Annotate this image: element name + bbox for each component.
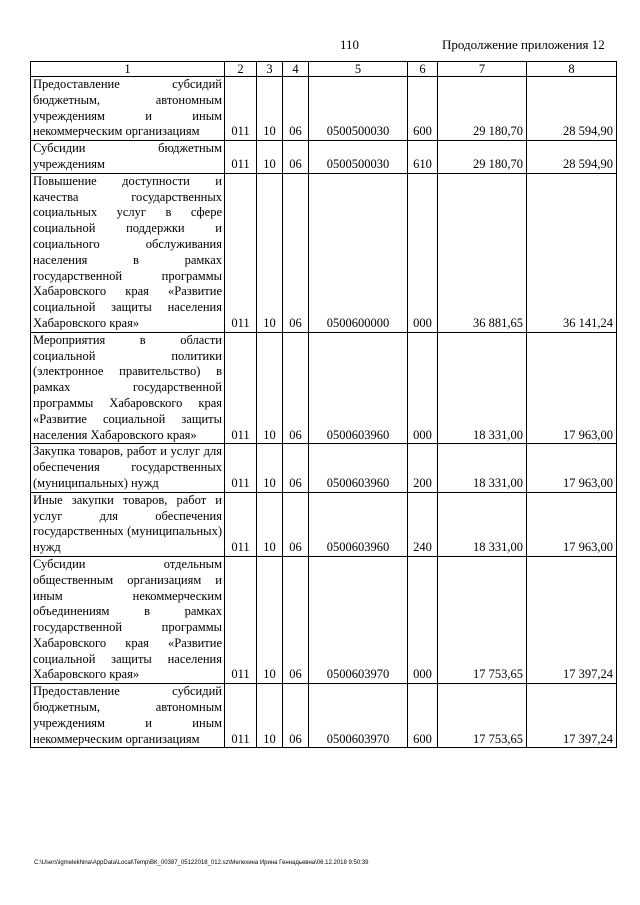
cell-amount-1: 18 331,00	[438, 332, 527, 444]
cell-subsection: 06	[283, 492, 309, 556]
column-header: 5	[309, 62, 408, 77]
cell-subsection: 06	[283, 173, 309, 332]
cell-amount-1: 17 753,65	[438, 684, 527, 748]
cell-amount-1: 29 180,70	[438, 141, 527, 174]
cell-expense-type: 600	[408, 684, 438, 748]
table-row	[31, 173, 617, 332]
column-number-row	[31, 62, 617, 77]
cell-ministry: 011	[225, 444, 257, 492]
cell-section: 10	[257, 141, 283, 174]
table-row	[31, 684, 617, 748]
cell-section: 10	[257, 332, 283, 444]
budget-table	[30, 61, 617, 748]
column-header: 2	[225, 62, 257, 77]
cell-amount-2: 17 963,00	[527, 492, 617, 556]
table-row	[31, 556, 617, 683]
column-header: 7	[438, 62, 527, 77]
cell-ministry: 011	[225, 492, 257, 556]
cell-section: 10	[257, 684, 283, 748]
row-name: Мероприятия в области социальной политики (электронное правительство) в рамках государственной программы Хабаровского края «Развитие социальной защиты населения Хабаровского края»	[31, 332, 225, 444]
cell-target-article: 0500500030	[309, 77, 408, 141]
cell-subsection: 06	[283, 684, 309, 748]
cell-target-article: 0500603960	[309, 492, 408, 556]
cell-ministry: 011	[225, 173, 257, 332]
cell-ministry: 011	[225, 77, 257, 141]
cell-subsection: 06	[283, 77, 309, 141]
row-name: Субсидии отдельным общественным организациям и иным некоммерческим объединениям в рамках государственной программы Хабаровского края «Развитие социальной защиты населения Хабаровского края»	[31, 556, 225, 683]
row-name: Иные закупки товаров, работ и услуг для обеспечения государственных (муниципальных) нужд	[31, 492, 225, 556]
table-row	[31, 492, 617, 556]
cell-section: 10	[257, 77, 283, 141]
cell-target-article: 0500500030	[309, 141, 408, 174]
row-name: Субсидии бюджетным учреждениям	[31, 141, 225, 174]
cell-amount-1: 29 180,70	[438, 77, 527, 141]
cell-expense-type: 240	[408, 492, 438, 556]
cell-subsection: 06	[283, 556, 309, 683]
cell-amount-1: 36 881,65	[438, 173, 527, 332]
cell-amount-1: 17 753,65	[438, 556, 527, 683]
row-name: Закупка товаров, работ и услуг для обеспечения государственных (муниципальных) нужд	[31, 444, 225, 492]
cell-expense-type: 000	[408, 173, 438, 332]
row-name: Повышение доступности и качества государственных социальных услуг в сфере социальной поддержки и социального обслуживания населения в рамках государственной программы Хабаровского края «Развитие социальной защиты населения Хабаровского края»	[31, 173, 225, 332]
cell-ministry: 011	[225, 141, 257, 174]
cell-subsection: 06	[283, 332, 309, 444]
table-row	[31, 444, 617, 492]
cell-target-article: 0500603960	[309, 444, 408, 492]
cell-amount-2: 17 397,24	[527, 556, 617, 683]
row-name: Предоставление субсидий бюджетным, автономным учреждениям и иным некоммерческим организациям	[31, 77, 225, 141]
table-row	[31, 141, 617, 174]
column-header: 6	[408, 62, 438, 77]
row-name: Предоставление субсидий бюджетным, автономным учреждениям и иным некоммерческим организациям	[31, 684, 225, 748]
cell-subsection: 06	[283, 141, 309, 174]
cell-amount-2: 28 594,90	[527, 141, 617, 174]
cell-amount-2: 28 594,90	[527, 77, 617, 141]
cell-expense-type: 000	[408, 556, 438, 683]
cell-expense-type: 200	[408, 444, 438, 492]
cell-target-article: 0500603970	[309, 556, 408, 683]
cell-expense-type: 000	[408, 332, 438, 444]
cell-expense-type: 610	[408, 141, 438, 174]
column-header: 4	[283, 62, 309, 77]
cell-ministry: 011	[225, 684, 257, 748]
cell-ministry: 011	[225, 332, 257, 444]
cell-subsection: 06	[283, 444, 309, 492]
cell-ministry: 011	[225, 556, 257, 683]
cell-section: 10	[257, 556, 283, 683]
cell-amount-2: 17 963,00	[527, 332, 617, 444]
cell-section: 10	[257, 173, 283, 332]
cell-target-article: 0500603960	[309, 332, 408, 444]
cell-section: 10	[257, 444, 283, 492]
column-header: 8	[527, 62, 617, 77]
cell-amount-2: 17 397,24	[527, 684, 617, 748]
table-row	[31, 77, 617, 141]
cell-amount-1: 18 331,00	[438, 492, 527, 556]
cell-target-article: 0500600000	[309, 173, 408, 332]
cell-section: 10	[257, 492, 283, 556]
cell-amount-2: 17 963,00	[527, 444, 617, 492]
cell-expense-type: 600	[408, 77, 438, 141]
column-header: 3	[257, 62, 283, 77]
page-number: 110	[340, 37, 360, 52]
cell-amount-2: 36 141,24	[527, 173, 617, 332]
continuation-label: Продолжение приложения 12	[442, 37, 605, 52]
cell-amount-1: 18 331,00	[438, 444, 527, 492]
table-row	[31, 332, 617, 444]
cell-target-article: 0500603970	[309, 684, 408, 748]
column-header: 1	[31, 62, 225, 77]
file-path-footer: C:\Users\igmelekhina\AppData\Local\Temp\ВК_00387_05122018_012.sz\Мелехина Ирина Геннадьевна\06.12.2018 9:50:39	[34, 860, 369, 866]
